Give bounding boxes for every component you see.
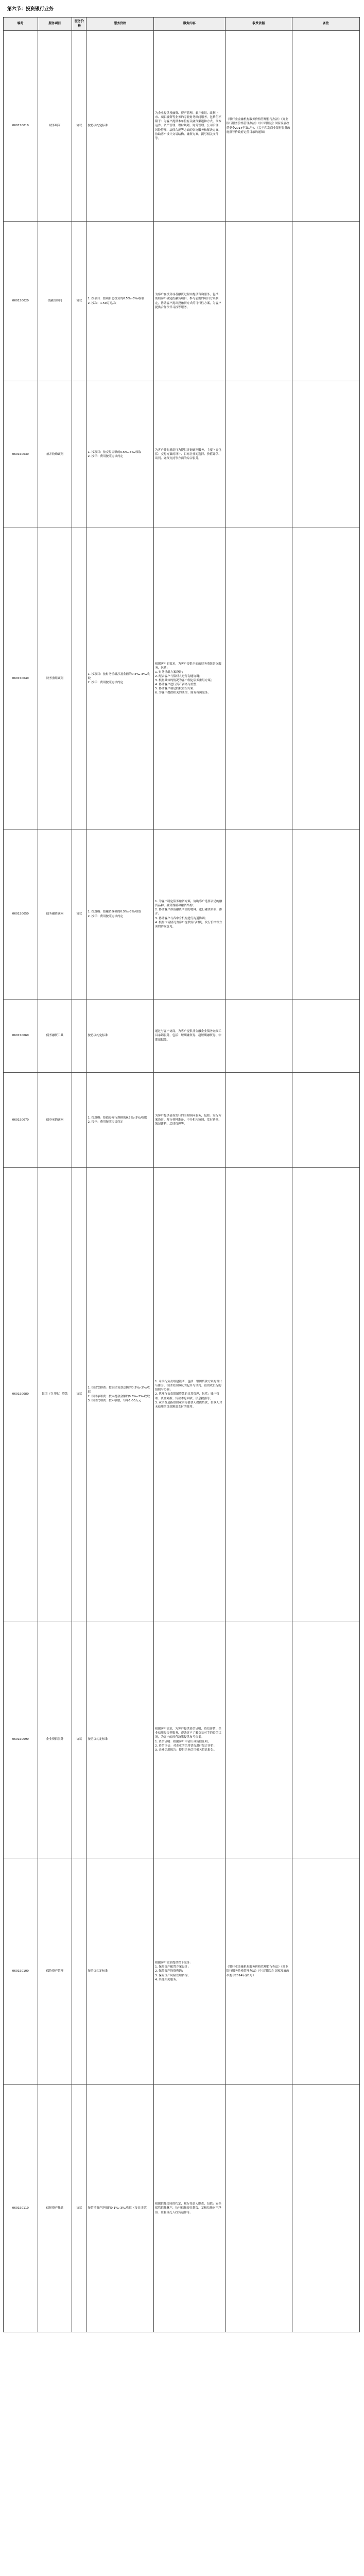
cell-price bbox=[86, 1073, 154, 1168]
cell-price bbox=[86, 1858, 154, 2085]
cell-content-line: 根据信托合同的约定，履行托管人职责，包括：安全保管信托财产、执行信托资金划拨、复核信托财产净值、监督受托人投资运作等。 bbox=[155, 2202, 221, 2214]
cell-content bbox=[154, 999, 225, 1073]
cell-content bbox=[154, 31, 225, 222]
cell-content bbox=[154, 1168, 225, 1621]
cell-content bbox=[154, 528, 225, 829]
header-basis: 收费依据 bbox=[225, 18, 292, 31]
cell-basis bbox=[225, 829, 292, 999]
cell-item: 债券承销顾问 bbox=[38, 1073, 72, 1168]
cell-basis bbox=[225, 1858, 292, 2085]
cell-code: 0601S0110 bbox=[4, 2085, 38, 2332]
section-heading: 第六节：投资银行业务 bbox=[7, 7, 54, 12]
table-row bbox=[4, 381, 360, 528]
cell-remark bbox=[292, 1168, 360, 1621]
cell-basis bbox=[225, 222, 292, 381]
cell-price-line: 按协议约定标准 bbox=[88, 1970, 108, 1973]
cell-content bbox=[154, 222, 225, 381]
cell-price bbox=[86, 829, 154, 999]
cell-content-line: 1. 资信证明：根据客户申请出具资信证明； bbox=[155, 1740, 211, 1743]
cell-basis bbox=[225, 1073, 292, 1168]
cell-content-line: 1. 为客户制定债务融资方案，协助客户选择合适的融资品种、融资规模和融资结构； bbox=[155, 900, 222, 908]
table-row bbox=[4, 222, 360, 381]
cell-price-line: 2. 按年：费用按照协议约定 bbox=[88, 914, 124, 918]
cell-price-line: 2. 银团承诺费：按未提款金额的0.5‰-3‰收取 bbox=[88, 1395, 150, 1398]
cell-remark bbox=[292, 381, 360, 528]
cell-item: 财务重组顾问 bbox=[38, 528, 72, 829]
cell-price-ref bbox=[72, 999, 86, 1073]
cell-remark bbox=[292, 1858, 360, 2085]
cell-price bbox=[86, 1621, 154, 1858]
fee-schedule-table bbox=[3, 17, 360, 2332]
cell-price-line: 按协议约定标准 bbox=[88, 1034, 108, 1038]
cell-content-line: 为客户并购重组行为提供咨询顾问服务，主要内容包括：交易方案的设计、目标企业的选择、价值评估、谈判、融资支持等方面的综合服务。 bbox=[155, 448, 221, 461]
cell-item: 财务顾问 bbox=[38, 31, 72, 222]
cell-content bbox=[154, 2085, 225, 2332]
cell-code: 0601S0040 bbox=[4, 528, 38, 829]
cell-code: 0601S0010 bbox=[4, 31, 38, 222]
cell-remark bbox=[292, 1073, 360, 1168]
cell-price-line: 2. 按年：费用按照协议约定 bbox=[88, 1121, 124, 1124]
cell-code: 0601S0060 bbox=[4, 999, 38, 1073]
cell-price bbox=[86, 2085, 154, 2332]
cell-content-line: 3. 根据具体的情况为客户制定债务重组方案； bbox=[155, 679, 214, 682]
cell-price-line: 2. 按年：费用按照协议约定 bbox=[88, 455, 124, 458]
table-row bbox=[4, 829, 360, 999]
cell-price-line: 1. 按项目：按项目总投资的0.5‰-3‰收取 bbox=[88, 297, 144, 301]
table-row bbox=[4, 1858, 360, 2085]
cell-remark bbox=[292, 31, 360, 222]
cell-code: 0601S0100 bbox=[4, 1858, 38, 2085]
cell-content-line: 3. 协助客户与各中介机构进行沟通协调； bbox=[155, 917, 208, 920]
cell-content-line: 3. 企业信用报告：提供企业信用相关信息报告。 bbox=[155, 1748, 217, 1752]
cell-price-line: 1. 按规模：按融资规模的0.5‰-3‰收取 bbox=[88, 910, 142, 914]
cell-price-line: 3. 银团代理费：按年收取，每年1-50万元 bbox=[88, 1399, 142, 1402]
cell-price-ref bbox=[72, 381, 86, 528]
cell-item: 债务融资工具 bbox=[38, 999, 72, 1073]
cell-remark bbox=[292, 528, 360, 829]
cell-price-line: 1. 按项目：按财务重组涉及金额的0.5‰-3‰收取 bbox=[88, 672, 150, 680]
table-row bbox=[4, 1168, 360, 1621]
cell-price-ref: 协议 bbox=[72, 31, 86, 222]
cell-basis bbox=[225, 999, 292, 1073]
cell-content bbox=[154, 1073, 225, 1168]
cell-price bbox=[86, 999, 154, 1073]
table-row bbox=[4, 31, 360, 222]
cell-price-ref: 协议 bbox=[72, 222, 86, 381]
cell-content-line: 3. 承诺费是指银团承诺为借款人提供贷款，借款人对未使用的贷款额度支付的费用。 bbox=[155, 1401, 222, 1409]
cell-content-line: 2. 协助客户准备融资所需的材料，进行融资路演、推介； bbox=[155, 908, 222, 916]
cell-content-line: 为客户在投资或者融资过程中提供咨询服务，包括：帮助客户确定投融资项目，参与前期的项目方案制定，协助客户提出投融资方式的可行性方案，为客户提供合作伙伴寻找等服务。 bbox=[155, 293, 221, 309]
cell-content-line: 为客户提供债券发行的全程顾问服务，包括：发行方案设计、发行材料准备、中介机构协调、发行路演、簿记建档、后续管理等。 bbox=[155, 1114, 221, 1126]
cell-price bbox=[86, 381, 154, 528]
cell-content-line: 4. 其他相关服务。 bbox=[155, 1978, 179, 1981]
header-content: 服务内容 bbox=[154, 18, 225, 31]
cell-item: 银团（含并购）贷款 bbox=[38, 1168, 72, 1621]
cell-content-line: 2. 配合客户与债权人进行沟通协调； bbox=[155, 674, 202, 678]
cell-basis bbox=[225, 1621, 292, 1858]
cell-content bbox=[154, 1858, 225, 2085]
cell-content-line: 3. 保险资产风险管理咨询； bbox=[155, 1974, 190, 1977]
cell-content-line: 2. 资信评估：对企业的信用状况进行综合评价； bbox=[155, 1744, 217, 1748]
cell-code: 0601S0080 bbox=[4, 1168, 38, 1621]
cell-price-line: 1. 按规模：按债券发行规模的0.5‰-3‰收取 bbox=[88, 1116, 147, 1120]
table-body bbox=[4, 31, 360, 2332]
cell-basis bbox=[225, 528, 292, 829]
cell-price-ref: 协议 bbox=[72, 2085, 86, 2332]
header-price-ref: 服务价格 bbox=[72, 18, 86, 31]
cell-price bbox=[86, 222, 154, 381]
cell-code: 0601S0050 bbox=[4, 829, 38, 999]
cell-price-ref bbox=[72, 1073, 86, 1168]
cell-price-line: 1. 银团安排费：按银团贷款总额的0.5‰-3‰收取 bbox=[88, 1386, 150, 1394]
cell-price-line: 按协议约定标准 bbox=[88, 124, 108, 128]
cell-item: 保险资产管理 bbox=[38, 1858, 72, 2085]
header-remark: 备注 bbox=[292, 18, 360, 31]
header-item: 服务项目 bbox=[38, 18, 72, 31]
cell-code: 0601S0070 bbox=[4, 1073, 38, 1168]
cell-item: 投融资顾问 bbox=[38, 222, 72, 381]
cell-price-ref: 协议 bbox=[72, 829, 86, 999]
cell-price-line: 按协议约定标准 bbox=[88, 1738, 108, 1741]
cell-price-line: 2. 按年：费用按照协议约定 bbox=[88, 681, 124, 685]
cell-content-line: 4. 协助客户进行资产剥离与重整； bbox=[155, 683, 199, 687]
cell-code: 0601S0020 bbox=[4, 222, 38, 381]
cell-code: 0601S0090 bbox=[4, 1621, 38, 1858]
table-row bbox=[4, 528, 360, 829]
cell-price-line: 2. 按次：1-50万元/次 bbox=[88, 301, 116, 305]
header-price: 服务价格 bbox=[86, 18, 154, 31]
cell-item: 企业资信服务 bbox=[38, 1621, 72, 1858]
cell-price-ref bbox=[72, 528, 86, 829]
cell-content-line: 根据客户需求，为客户提供资信证明、资信评估、企业信用报告等服务，帮助客户了解交易对手的资信状况，为客户的经营决策提供参考依据。 bbox=[155, 1727, 221, 1739]
cell-remark bbox=[292, 222, 360, 381]
cell-price-line: 按信托资产净值的0.1‰-3‰收取（按日计提） bbox=[88, 2207, 149, 2210]
cell-content-line: 根据客户需求提供以下服务： bbox=[155, 1961, 193, 1965]
table-row bbox=[4, 2085, 360, 2332]
table-row bbox=[4, 1073, 360, 1168]
table-header-row bbox=[4, 18, 360, 31]
cell-price bbox=[86, 1168, 154, 1621]
cell-content bbox=[154, 1621, 225, 1858]
cell-content-line: 1. 财务重组方案设计； bbox=[155, 670, 185, 674]
header-code: 编号 bbox=[4, 18, 38, 31]
cell-price bbox=[86, 528, 154, 829]
cell-content-line: 1. 保险资产配置方案设计； bbox=[155, 1965, 190, 1969]
cell-content bbox=[154, 381, 225, 528]
cell-basis bbox=[225, 1168, 292, 1621]
cell-code: 0601S0030 bbox=[4, 381, 38, 528]
cell-item: 债务融资顾问 bbox=[38, 829, 72, 999]
cell-content-line: 2. 代理行负责银团贷款的日常管理，包括：账户管理、资金划拨、贷款本息回收、信息披露等； bbox=[155, 1393, 219, 1400]
cell-content-line: 1. 牵头行负责组建银团，包括：银团贷款方案的设计与推介、银团贷款协议的起草与谈判、银团成员行的组织与协调； bbox=[155, 1380, 222, 1392]
cell-price bbox=[86, 31, 154, 222]
table-row bbox=[4, 1621, 360, 1858]
cell-remark bbox=[292, 999, 360, 1073]
cell-basis bbox=[225, 381, 292, 528]
cell-price-ref: 协议 bbox=[72, 1621, 86, 1858]
cell-item: 兼并收购顾问 bbox=[38, 381, 72, 528]
cell-basis bbox=[225, 2085, 292, 2332]
cell-content-line: 2. 保险资产投资咨询； bbox=[155, 1970, 185, 1973]
cell-content-line: 为企业提供投融资、资产管理、兼并重组、改制上市、项目融资等业务的专业财务顾问服务，包括但不限于：为客户提供本单位有关融资渠道和方式、资本运作、资产管理、理财规划、财务管理、公司治理、风险管理、法律合规等方面的咨询服务和解决方案，协助客户设计交易结构、融资方案，撰写相关文件等。 bbox=[155, 112, 221, 140]
cell-remark bbox=[292, 1621, 360, 1858]
cell-content-line: 通过与客户协商，为客户提供非金融企业债务融资工具承销服务，包括：短期融资券、超短期融资券、中期票据等。 bbox=[155, 1030, 221, 1042]
cell-content-line: 6. 为客户提供相关的法律、财务咨询服务。 bbox=[155, 691, 211, 695]
cell-remark bbox=[292, 2085, 360, 2332]
cell-price-ref bbox=[72, 1858, 86, 2085]
cell-remark bbox=[292, 829, 360, 999]
cell-price-line: 1. 按项目：按交易金额的0.5‰-5‰收取 bbox=[88, 450, 142, 454]
cell-content-line: 根据客户的需求，为客户提供全面的财务重组咨询服务，包括： bbox=[155, 662, 221, 670]
cell-content-line: 4. 根据市场情况为客户提供发行时机、发行价格等方面的咨询意见。 bbox=[155, 921, 222, 928]
cell-basis-line: 《银行业金融机构服务价格管理暂行办法》《商业银行服务价格管理办法》（中国银监会 国家发展改革委令2014年第1号）、《关于印发商业银行服务政府指导价政府定价目录的通知》 bbox=[226, 118, 290, 134]
cell-item: 信托资产托管 bbox=[38, 2085, 72, 2332]
cell-basis-line: 《银行业金融机构服务价格管理暂行办法》《商业银行服务价格管理办法》（中国银监会 国家发展改革委令2014年第1号） bbox=[226, 1965, 289, 1977]
cell-content-line: 5. 协助客户制定股权重组方案； bbox=[155, 687, 196, 691]
cell-content bbox=[154, 829, 225, 999]
cell-price-ref: 协议 bbox=[72, 1168, 86, 1621]
cell-basis bbox=[225, 31, 292, 222]
table-row bbox=[4, 999, 360, 1073]
